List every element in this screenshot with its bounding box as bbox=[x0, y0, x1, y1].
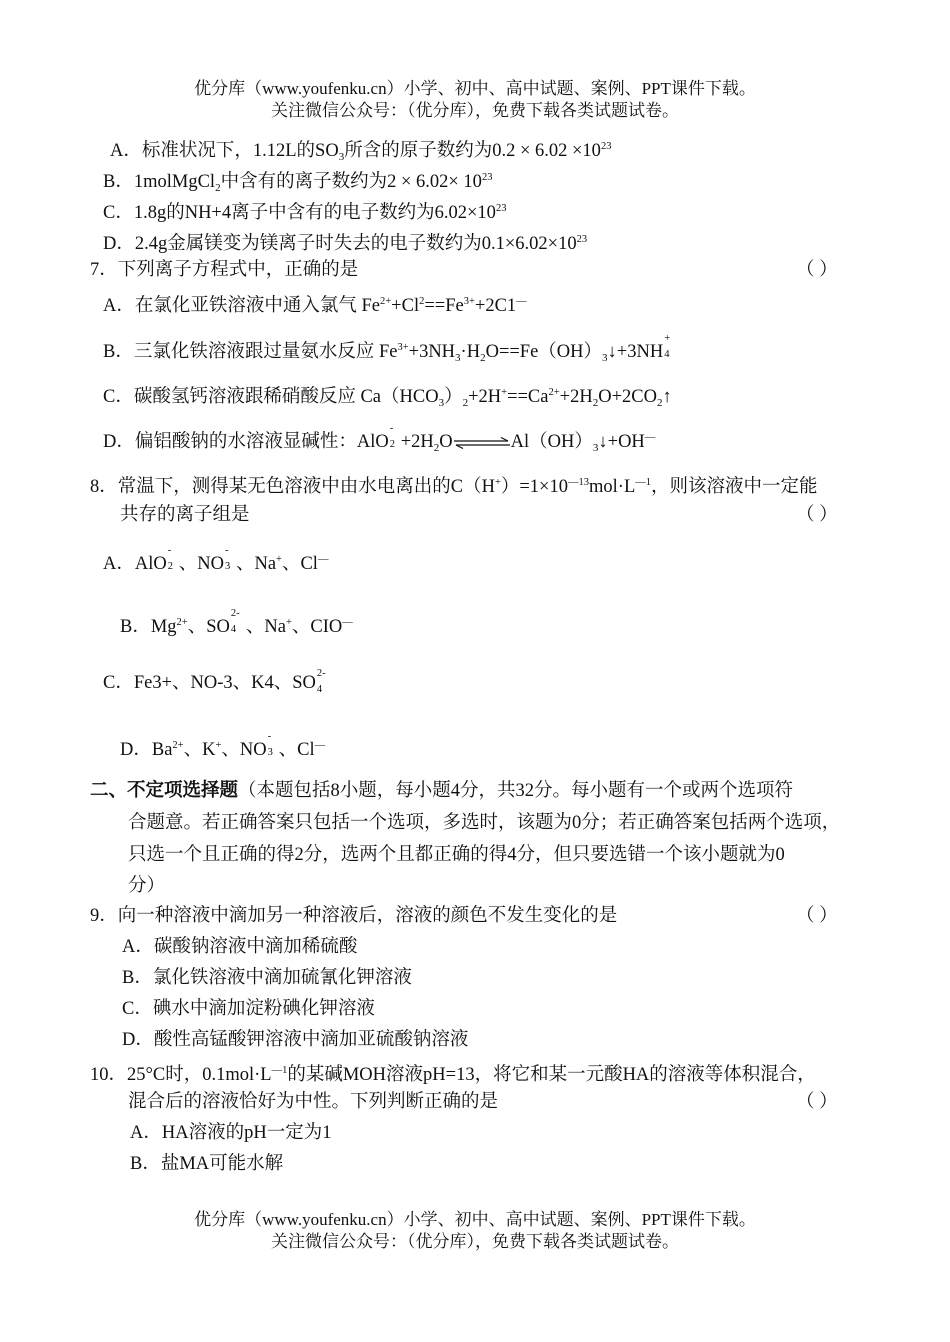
q7-option-a: A．在氯化亚铁溶液中通入氯气 $Fe^{2+}+Cl^2==Fe^{3+}+2C1^—$ bbox=[103, 296, 527, 316]
header-line-1: 优分库（www.youfenku.cn）小学、初中、高中试题、案例、PPT课件下载。 bbox=[194, 79, 756, 98]
q9-option-d: D．酸性高锰酸钾溶液中滴加亚硫酸钠溶液 bbox=[122, 1030, 469, 1050]
q8-option-b: B．$Mg^{2+}$、SO 2- 4 、Na+、CIO— bbox=[120, 608, 353, 637]
q6-option-a: A．标准状况下，1.12L的$SO_3$所含的原子数约为$0.2 \times 6.02 \times 10^{23}$ bbox=[110, 141, 612, 163]
section2-line-4: 分） bbox=[128, 876, 166, 896]
q10-stem: 10．25°C时，$0.1mol\cdot L^{—1}$的某碱MOH溶液pH=13，将它和某一元酸HA的溶液等体积混合， bbox=[90, 1065, 816, 1085]
q10-option-a: A．HA溶液的pH一定为1 bbox=[130, 1123, 332, 1143]
header-line-2: 关注微信公众号：（优分库），免费下载各类试题试卷。 bbox=[271, 101, 679, 120]
q10-option-b: B．盐MA可能水解 bbox=[130, 1154, 284, 1174]
section2-line-2: 合题意。若正确答案只包括一个选项，多选时，该题为0分；若正确答案包括两个选项， bbox=[128, 813, 841, 833]
q9-stem: 9．向一种溶液中滴加另一种溶液后，溶液的颜色不发生变化的是 bbox=[90, 906, 618, 926]
q7-option-b: B．三氯化铁溶液跟过量氨水反应 $Fe^{3+}+3NH_3\cdot H_2O==Fe(OH)_3↓+3NH$ + 4 bbox=[103, 333, 671, 364]
equilibrium-arrow-icon bbox=[453, 437, 511, 449]
q7-answer-paren: （ ） bbox=[796, 260, 838, 280]
section2-heading: 二、不定项选择题（本题包括8小题，每小题4分，共32分。每小题有一个或两个选项符 bbox=[90, 781, 794, 801]
section2-title: 二、不定项选择题 bbox=[90, 781, 239, 801]
q8-option-d: D．$Ba^{2+}$、K+、NO - 3 、Cl— bbox=[120, 731, 326, 760]
q7-stem: 7．下列离子方程式中，正确的是 bbox=[90, 260, 359, 280]
footer-line-2: 关注微信公众号：（优分库），免费下载各类试题试卷。 bbox=[271, 1232, 679, 1251]
q6-option-c: C．1.8g的NH+4离子中含有的电子数约为$6.02\times 10^{23}$ bbox=[103, 203, 507, 223]
section2-line-3: 只选一个且正确的得2分，选两个且都正确的得4分，但只要选错一个该小题就为0 bbox=[128, 845, 785, 865]
q8-stem: 8．常温下，测得某无色溶液中由水电离出的$C(H^+)=1\times 10^{—13}mol\cdot L^{—1}$，则该溶液中一定能 bbox=[90, 477, 818, 497]
q6-option-b: B．1molMgCl$_2$中含有的离子数约为$2 \times 6.02\times 10^{23}$ bbox=[103, 172, 493, 194]
q9-option-c: C．碘水中滴加淀粉碘化钾溶液 bbox=[122, 999, 375, 1019]
footer-line-1: 优分库（www.youfenku.cn）小学、初中、高中试题、案例、PPT课件下载。 bbox=[194, 1210, 756, 1229]
q10-answer-paren: （ ） bbox=[796, 1092, 838, 1112]
q8-stem-line-2: 共存的离子组是 bbox=[120, 505, 250, 525]
q7-option-c: C．碳酸氢钙溶液跟稀硝酸反应 $Ca(HCO_3)_2+2H^+==Ca^{2+}+2H_2O+2CO_2↑$ bbox=[103, 387, 672, 409]
q8-answer-paren: （ ） bbox=[796, 505, 838, 525]
q9-answer-paren: （ ） bbox=[796, 906, 838, 926]
q10-stem-line-2: 混合后的溶液恰好为中性。下列判断正确的是 bbox=[128, 1092, 499, 1112]
q6-option-d: D．2.4g金属镁变为镁离子时失去的电子数约为$0.1\times 6.02\times 10^{23}$ bbox=[103, 234, 588, 254]
q8-option-a: A．AlO - 2 、NO - 3 、Na+、Cl— bbox=[103, 545, 329, 574]
q7-option-d: D．偏铝酸钠的水溶液显碱性：AlO - 2 $+2H_2O$ $Al(OH)_3↓+OH^—$ bbox=[103, 423, 656, 454]
q8-option-c: C．Fe3+、NO-3、K4、SO 2- 4 bbox=[103, 668, 326, 695]
q9-option-b: B．氯化铁溶液中滴加硫氰化钾溶液 bbox=[122, 968, 412, 988]
q9-option-a: A．碳酸钠溶液中滴加稀硫酸 bbox=[122, 937, 358, 957]
